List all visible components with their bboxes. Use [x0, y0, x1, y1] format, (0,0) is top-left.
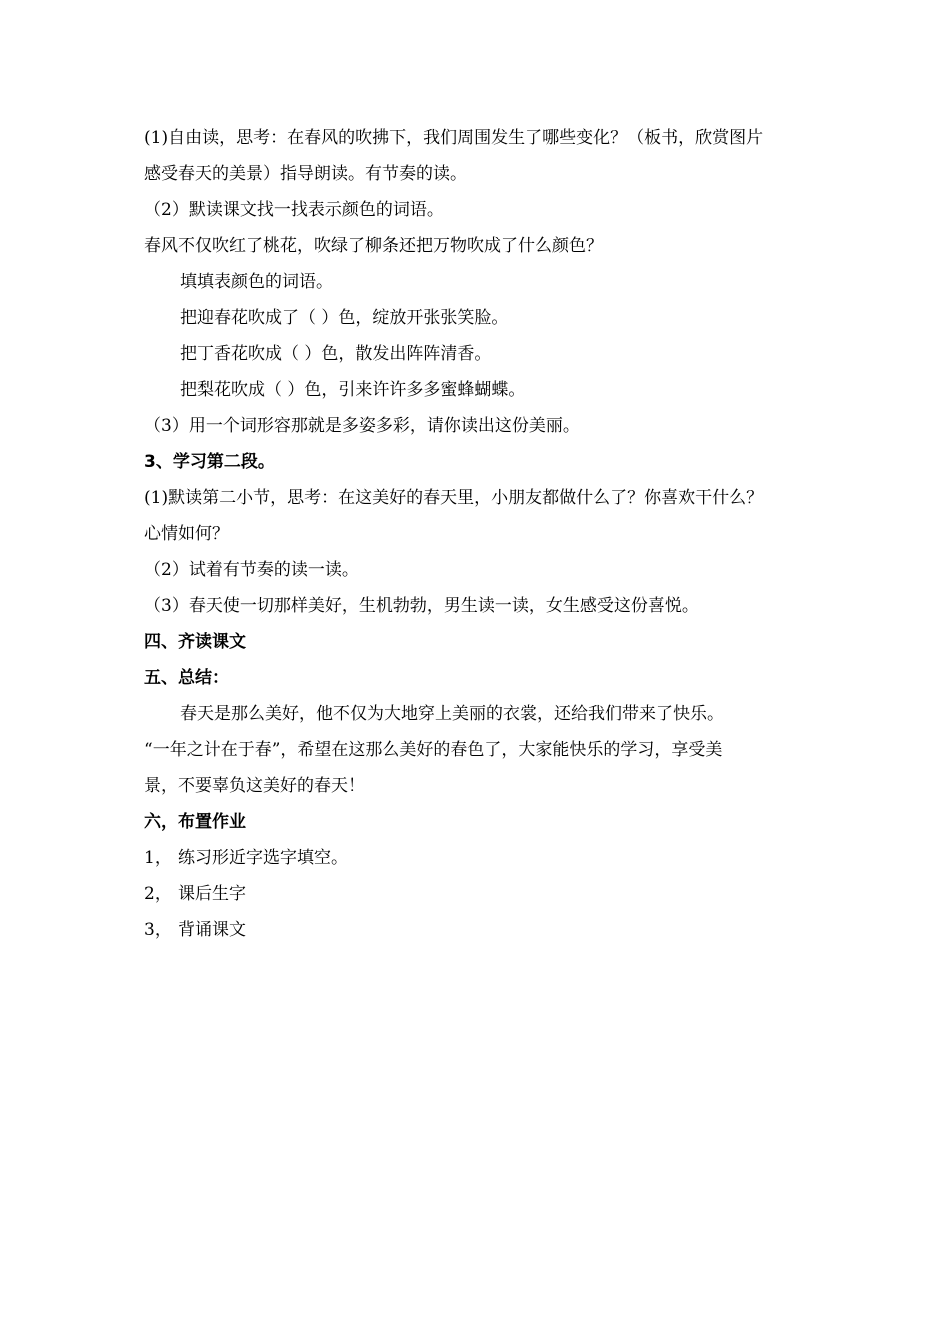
paragraph-line: （3）春天使一切那样美好，生机勃勃，男生读一读，女生感受这份喜悦。 — [144, 596, 699, 616]
homework-text: 背诵课文 — [178, 920, 246, 940]
homework-item — [144, 912, 814, 948]
paragraph-line: 把迎春花吹成了（ ）色，绽放开张张笑脸。 — [180, 308, 509, 328]
paragraph-line: （2）试着有节奏的读一读。 — [144, 560, 359, 580]
paragraph-line: (1)自由读，思考：在春风的吹拂下，我们周围发生了哪些变化？（板书，欣赏图片 — [144, 128, 764, 148]
homework-text: 练习形近字选字填空。 — [178, 848, 348, 868]
document-page — [144, 120, 814, 948]
homework-number: 1， — [144, 848, 172, 868]
paragraph-line: (1)默读第二小节，思考：在这美好的春天里，小朋友都做什么了？你喜欢干什么？ — [144, 488, 764, 508]
paragraph-line: 春天是那么美好，他不仅为大地穿上美丽的衣裳，还给我们带来了快乐。 — [180, 704, 724, 724]
paragraph-line: 把丁香花吹成（ ）色，散发出阵阵清香。 — [180, 344, 492, 364]
homework-item — [144, 840, 814, 876]
paragraph-line: （3）用一个词形容那就是多姿多彩，请你读出这份美丽。 — [144, 416, 580, 436]
homework-text: 课后生字 — [178, 884, 246, 904]
paragraph-line: 把梨花吹成（ ）色，引来许许多多蜜蜂蝴蝶。 — [180, 380, 526, 400]
paragraph-line: 心情如何？ — [144, 524, 229, 544]
paragraph-line: 感受春天的美景）指导朗读。有节奏的读。 — [144, 164, 467, 184]
section-heading: 六，布置作业 — [144, 812, 246, 832]
paragraph-line: 填填表颜色的词语。 — [180, 272, 333, 292]
paragraph-line: 景，不要辜负这美好的春天！ — [144, 776, 365, 796]
section-heading: 五、总结： — [144, 668, 229, 688]
paragraph-line: （2）默读课文找一找表示颜色的词语。 — [144, 200, 444, 220]
section-heading: 3、学习第二段。 — [144, 452, 275, 472]
homework-item — [144, 876, 814, 912]
paragraph-line: 春风不仅吹红了桃花，吹绿了柳条还把万物吹成了什么颜色？ — [144, 236, 603, 256]
section-heading: 四、齐读课文 — [144, 632, 246, 652]
homework-number: 3， — [144, 920, 172, 940]
paragraph-line: “一年之计在于春”，希望在这那么美好的春色了，大家能快乐的学习，享受美 — [144, 740, 723, 760]
homework-number: 2， — [144, 884, 172, 904]
